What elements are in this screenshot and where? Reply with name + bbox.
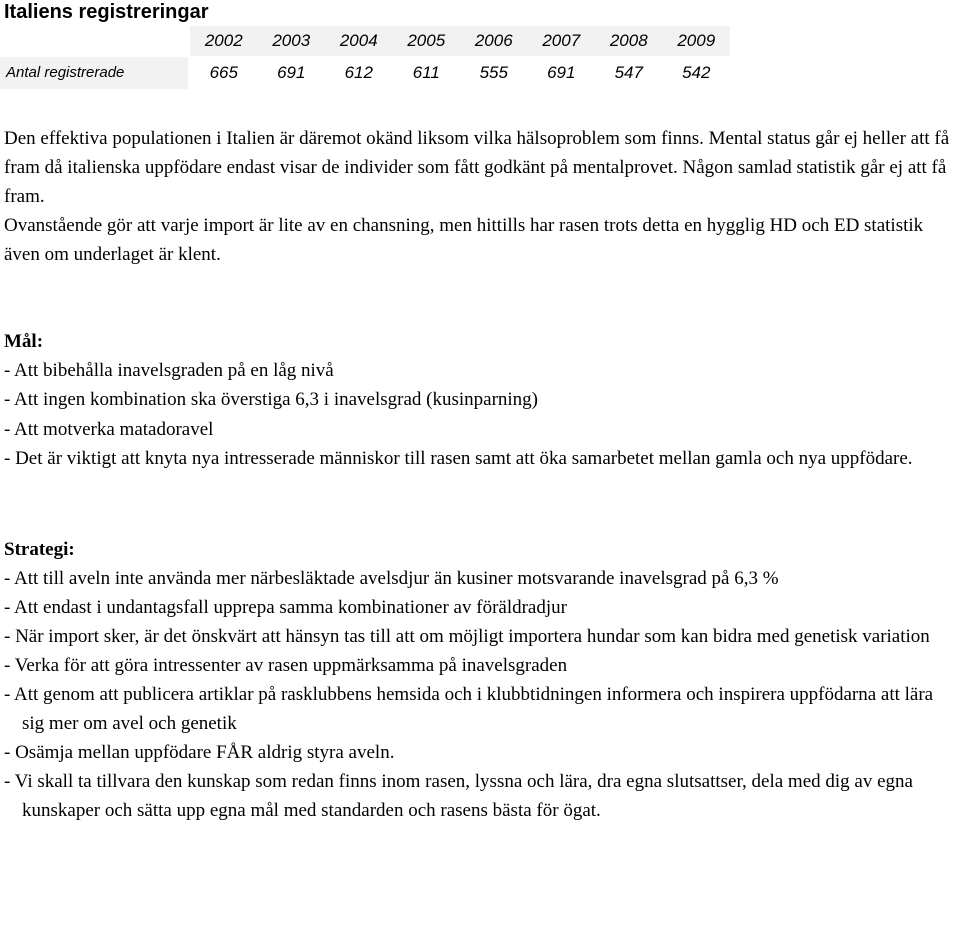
count-cell: 612: [344, 63, 373, 82]
goal-item: - Det är viktigt att knyta nya intresserade människor till rasen samt att öka samarbetet mellan gamla och nya uppfödare.: [4, 447, 913, 469]
count-row: [0, 56, 730, 90]
registrations-table: [0, 26, 730, 90]
goal-item: - Att bibehålla inavelsgraden på en låg nivå: [4, 360, 334, 382]
year-cell: 2003: [272, 31, 311, 50]
year-cell: 2005: [407, 31, 446, 50]
strategy-item: - När import sker, är det önskvärt att hänsyn tas till att om möjligt importera hundar som kan bidra med genetisk variation: [4, 626, 930, 647]
page-title: Italiens registreringar: [4, 1, 209, 23]
strategy-item: - Verka för att göra intressenter av rasen uppmärksamma på inavelsgraden: [4, 655, 568, 676]
strategy-item: - Att endast i undantagsfall upprepa samma kombinationer av föräldradjur: [4, 597, 567, 618]
strategy-item: - Att till aveln inte använda mer närbesläktade avelsdjur än kusiner motsvarande inavelsgrad på 6,3 %: [4, 568, 779, 589]
year-header-row: [190, 26, 730, 56]
year-cell: 2007: [542, 31, 581, 50]
goal-item: - Att ingen kombination ska överstiga 6,3 i inavelsgrad (kusinparning): [4, 389, 539, 411]
count-cell: 665: [209, 63, 238, 82]
strategy-heading: Strategi:: [4, 539, 75, 560]
year-cell: 2002: [204, 31, 243, 50]
year-cell: 2004: [339, 31, 378, 50]
count-cell: 691: [277, 63, 306, 82]
goals-section: [4, 327, 955, 473]
strategy-section: [4, 535, 955, 825]
year-cell: 2006: [474, 31, 513, 50]
intro-paragraph: Den effektiva populationen i Italien är däremot okänd liksom vilka hälsoproblem som finns. Mental status går ej heller att få fram då italienska uppfödare endast visar de individer som fått godkänt på mentalprovet. Någon samlad statistik går ej att få fram.: [4, 128, 950, 207]
strategy-item: - Att genom att publicera artiklar på rasklubbens hemsida och i klubbtidningen informera och inspirera uppfödarna att lära sig mer om avel och genetik: [4, 684, 934, 734]
row-label: Antal registrerade: [0, 57, 188, 89]
intro-section: [4, 124, 955, 269]
year-cell: 2009: [677, 31, 716, 50]
count-cell: 555: [479, 63, 508, 82]
count-cell: 691: [547, 63, 576, 82]
strategy-item: - Osämja mellan uppfödare FÅR aldrig styra aveln.: [4, 742, 395, 763]
intro-paragraph: Ovanstående gör att varje import är lite av en chansning, men hittills har rasen trots detta en hygglig HD och ED statistik även om underlaget är klent.: [4, 215, 924, 265]
year-cell: 2008: [609, 31, 648, 50]
goals-heading: Mål:: [4, 331, 44, 352]
count-cell: 611: [412, 63, 440, 82]
count-cell: 547: [614, 63, 643, 82]
count-cell: 542: [682, 63, 711, 82]
strategy-item: - Vi skall ta tillvara den kunskap som redan finns inom rasen, lyssna och lära, dra egna slutsattser, dela med dig av egna kunskaper och sätta upp egna mål med standarden och rasens bästa för ögat.: [4, 771, 913, 821]
goal-item: - Att motverka matadoravel: [4, 418, 214, 440]
